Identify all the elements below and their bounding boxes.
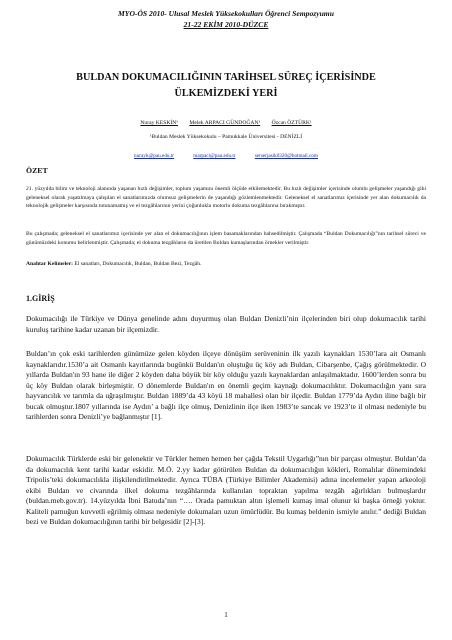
keywords	[26, 260, 426, 268]
section-heading: 1.GİRİŞ	[26, 294, 55, 303]
email-link[interactable]: marpaci@pau.edu.tr	[193, 153, 236, 159]
conference-date: 21-22 EKİM 2010-DÜZCE	[183, 20, 269, 29]
abstract-paragraph: Bu çalışmada; geleneksel el sanatlarımız içerisinde yer alan el dokumacılığının işlem basamaklarından bahsedilmiştir. Çalışmada “Buldan Dokumacılığı”nın tarihsel süreci ve günümüzdeki konumu belirlenmiştir. Çalışmada; el dokuma tezgâhların da üretilen Buldan kumaşlarından örnekler verilmiştir.	[26, 231, 426, 246]
email-list	[0, 152, 452, 160]
affiliation: ¹Buldan Meslek Yüksekokulu – Pamukkale Üniversitesi - DENİZLİ	[149, 134, 303, 140]
author-name: Özcan ÖZTÜRK¹	[271, 120, 312, 126]
author-name: Nuray KESKİN¹	[140, 120, 178, 126]
conference-header: MYO-ÖS 2010- Ulusal Meslek Yüksekokulları Öğrenci Sempozyumu	[118, 9, 334, 18]
body-paragraph: Dokumacılık Türklerde eski bir gelenektir ve Türkler hemen hemen her çağda Tekstil Uygarlığı”nın bir parçası olmuştur. Buldan’da da dokumacılık kent tarihi kadar eskidir. M.Ö. 2.yy kadar götürülen Buldan da dokumacılığın kökleri, Romalılar dönemindeki Tripolis’teki dokumacılıkla ilişkilendirilmektedir. Ayrıca TÜBA (Türkiye Bilimler Akademisi) adına incelemeler yapan arkeoloji ekibi Buldan ve civarında ilkel dokuma tezgâhlarında kullanılan topraktan yapılma tezgâh ağırlıkları bulmuşlardır (buldan.meb.gov.tr). 14.yüzyılda İbni Batuda’nın “…. Orada pamuktan altın işlemeli kumaş imal olunur ki başka örneği yoktur. Kaliteli pamuğun kuvvetli eğrilmiş olması nedeniyle dokumaları uzun ömürlüdür. Bu kumaş beldenin ismiyle anılır.” dediği Buldan bezi ve Buldan dokumacılığının tarihi bir belgesidir [2]-[3].	[26, 454, 426, 526]
abstract-heading: ÖZET	[26, 166, 48, 175]
paper-title-line2: ÜLKEMİZDEKİ YERİ	[174, 88, 278, 99]
keywords-label: Anahtar Kelimeler:	[26, 261, 73, 267]
body-paragraph: Dokumacılığı ile Türkiye ve Dünya genelinde adını duyurmuş olan Buldan Denizli’nin ilçelerinden biri olup dokumacılık tarihi kuruluş tarihine kadar uzanan bir ilçemizdir.	[26, 314, 426, 334]
keywords-text: El sanatları, Dokumacılık, Buldan, Buldan Bezi, Tezgâh.	[74, 261, 202, 267]
body-paragraph: Buldan’ın çok eski tarihlerden günümüze gelen köyden ilçeye dönüşüm serüveninin ilk yazılı kaynakları 1530’lara ait Osmanlı kaynaklarıdır.1530’a ait Osmanlı kayıtlarında bugünkü Buldan'ın oluştuğu üç köy adı Buldan, Cibarşenbe, Çağış görülmektedir. O yıllarda Buldan'ın 93 hane ile diğer 2 köyden daha büyük bir köy olduğu yazılı kaynaklardan anlaşılmaktadır. 1600’lerden sonra bu üç köy Buldan olarak birleşmiştir. O dönemlerde Buldan'ın en önemli geçim kaynağı dokumacılıktır. Dokumacılığın yanı sıra hayvancılık ve tarımla da uğraşılmıştır. Buldan 1889’da 43 köyü 18 mahallesi olan bir ilçedir. Buldan 1779’da Aydın iline bağlı bir bucak olmuştur.1807 yıllarında ise Aydın’ a bağlı ilçe olmuş, Denizlinin ilçe iken 1983’te sancak ve 1923’te il olması nedeniyle bu tarihlerden sonra Denizli’ye bağlanmıştır [1].	[26, 349, 426, 421]
page-number: 1	[224, 611, 228, 619]
author-name: Melek ARPACI GÜNDOĞAN¹	[189, 120, 261, 126]
abstract-paragraph: 21. yüzyılda bilim ve teknoloji alanında yaşanan hızlı değişimler, toplum yaşamını önemli ölçüde etkilemektedir. Bu hızlı değişimler içerisinde olumlu gelişmeler yaşandığı gibi geleneksel olarak yaşatılmaya çalışılan el sanatlarımızda olumsuz gelişmelerin de yaşandığı gözlemlenmektedir. Geleneksel el sanatlarımız içerisinde yer alan dokumacılık da teknolojik gelişmeler karşısında tutunamamış ve el tezgâhlarının yerini çoğunlukla motorlu dokuma tezgâhlarına bırakmıştır.	[26, 186, 426, 210]
email-link[interactable]: nurayk@pau.edu.tr	[134, 153, 174, 159]
email-link[interactable]: serserjasik0320@hotmail.com	[254, 153, 318, 159]
author-list	[0, 119, 452, 127]
paper-title-line1: BULDAN DOKUMACILIĞININ TARİHSEL SÜREÇ İÇERİSİNDE	[76, 72, 376, 83]
